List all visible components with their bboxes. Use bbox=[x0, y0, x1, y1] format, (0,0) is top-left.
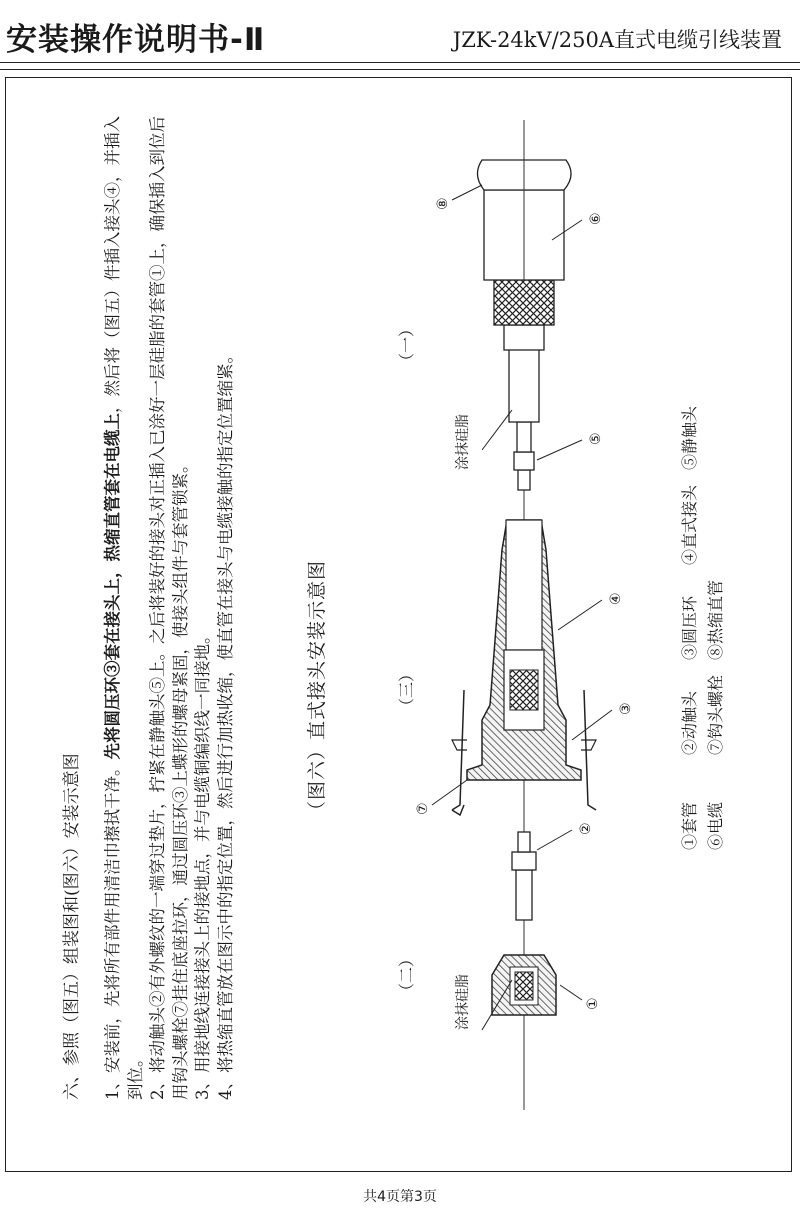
callout-4: ④ bbox=[608, 592, 624, 605]
step-1: 1、安装前，先将所有部件用清洁巾擦拭干净。先将圆压环③套在接头上，热缩直管套在电缆上，然后将（图五）件插入接头④，并插入到位。 bbox=[103, 116, 145, 1100]
silicone-label-2: 涂抹硅脂 bbox=[455, 414, 471, 470]
cable-part bbox=[477, 160, 571, 422]
legend-row-1 bbox=[677, 375, 703, 850]
bushing-part bbox=[492, 955, 556, 1015]
assembly-drawing bbox=[12, 110, 792, 1150]
callout-8: ⑧ bbox=[435, 197, 451, 210]
page-footer: 共4页第3页 bbox=[363, 1189, 437, 1205]
callout-7: ⑦ bbox=[415, 802, 431, 815]
static-contact-part bbox=[514, 422, 534, 490]
legend-row-2 bbox=[703, 375, 729, 850]
legend-item: ⑧热缩直管 bbox=[706, 579, 725, 660]
step-2: 2、将动触头②有外螺纹的一端穿过垫片，拧紧在静触头⑤上。之后将装好的接头对正插入已涂好一层硅脂的套管①上，确保插入到位后用钩头螺栓⑦挂住底座拉环，通过圆压环③上蝶形的螺母紧固，使接头组件与套管锁紧。 bbox=[148, 116, 190, 1100]
stage-2-label: （二） bbox=[397, 950, 416, 1000]
figure-caption: （图六）直式接头安装示意图 bbox=[306, 559, 328, 820]
callout-3: ③ bbox=[618, 702, 634, 715]
step-3: 3、用接地线连接接头上的接地点，并与电缆铜编织线一同接地。 bbox=[193, 627, 212, 1100]
product-name: JZK-24kV/250A直式电缆引线装置 bbox=[452, 28, 782, 52]
callout-1: ① bbox=[585, 997, 601, 1010]
header-rule-bottom bbox=[0, 69, 800, 70]
callout-2: ② bbox=[578, 822, 594, 835]
legend-item: ⑤静触头 bbox=[680, 405, 699, 470]
silicone-label-1: 涂抹硅脂 bbox=[455, 974, 471, 1030]
parts-legend bbox=[677, 375, 729, 850]
rotated-content bbox=[12, 110, 792, 1150]
legend-item: ④直式接头 bbox=[680, 484, 699, 565]
header-rule-top bbox=[0, 62, 800, 63]
step-4: 4、将热缩直管放在图示中的指定位置，然后进行加热收缩，使直管在接头与电缆接触的指定位置缩紧。 bbox=[215, 347, 235, 1100]
section-title: 六、参照（图五）组装图和(图六）安装示意图 bbox=[62, 753, 82, 1100]
legend-item: ①套管 bbox=[680, 801, 699, 850]
step-1-emphasis: 先将圆压环③套在接头上，热缩直管套在电缆上 bbox=[103, 413, 122, 760]
page-header bbox=[0, 0, 800, 62]
straight-joint-part bbox=[452, 520, 596, 815]
legend-item: ③圆压环 bbox=[680, 595, 699, 660]
stage-3-label: （三） bbox=[397, 665, 416, 715]
callout-5: ⑤ bbox=[588, 432, 604, 445]
legend-item: ⑥电缆 bbox=[706, 801, 725, 850]
legend-item: ⑦钩头螺栓 bbox=[706, 674, 725, 755]
legend-item: ②动触头 bbox=[680, 690, 699, 755]
callout-6: ⑥ bbox=[588, 212, 604, 225]
stage-1-label: （一） bbox=[397, 320, 416, 370]
document-title: 安装操作说明书-Ⅱ bbox=[6, 22, 266, 58]
moving-contact-part bbox=[512, 832, 536, 920]
